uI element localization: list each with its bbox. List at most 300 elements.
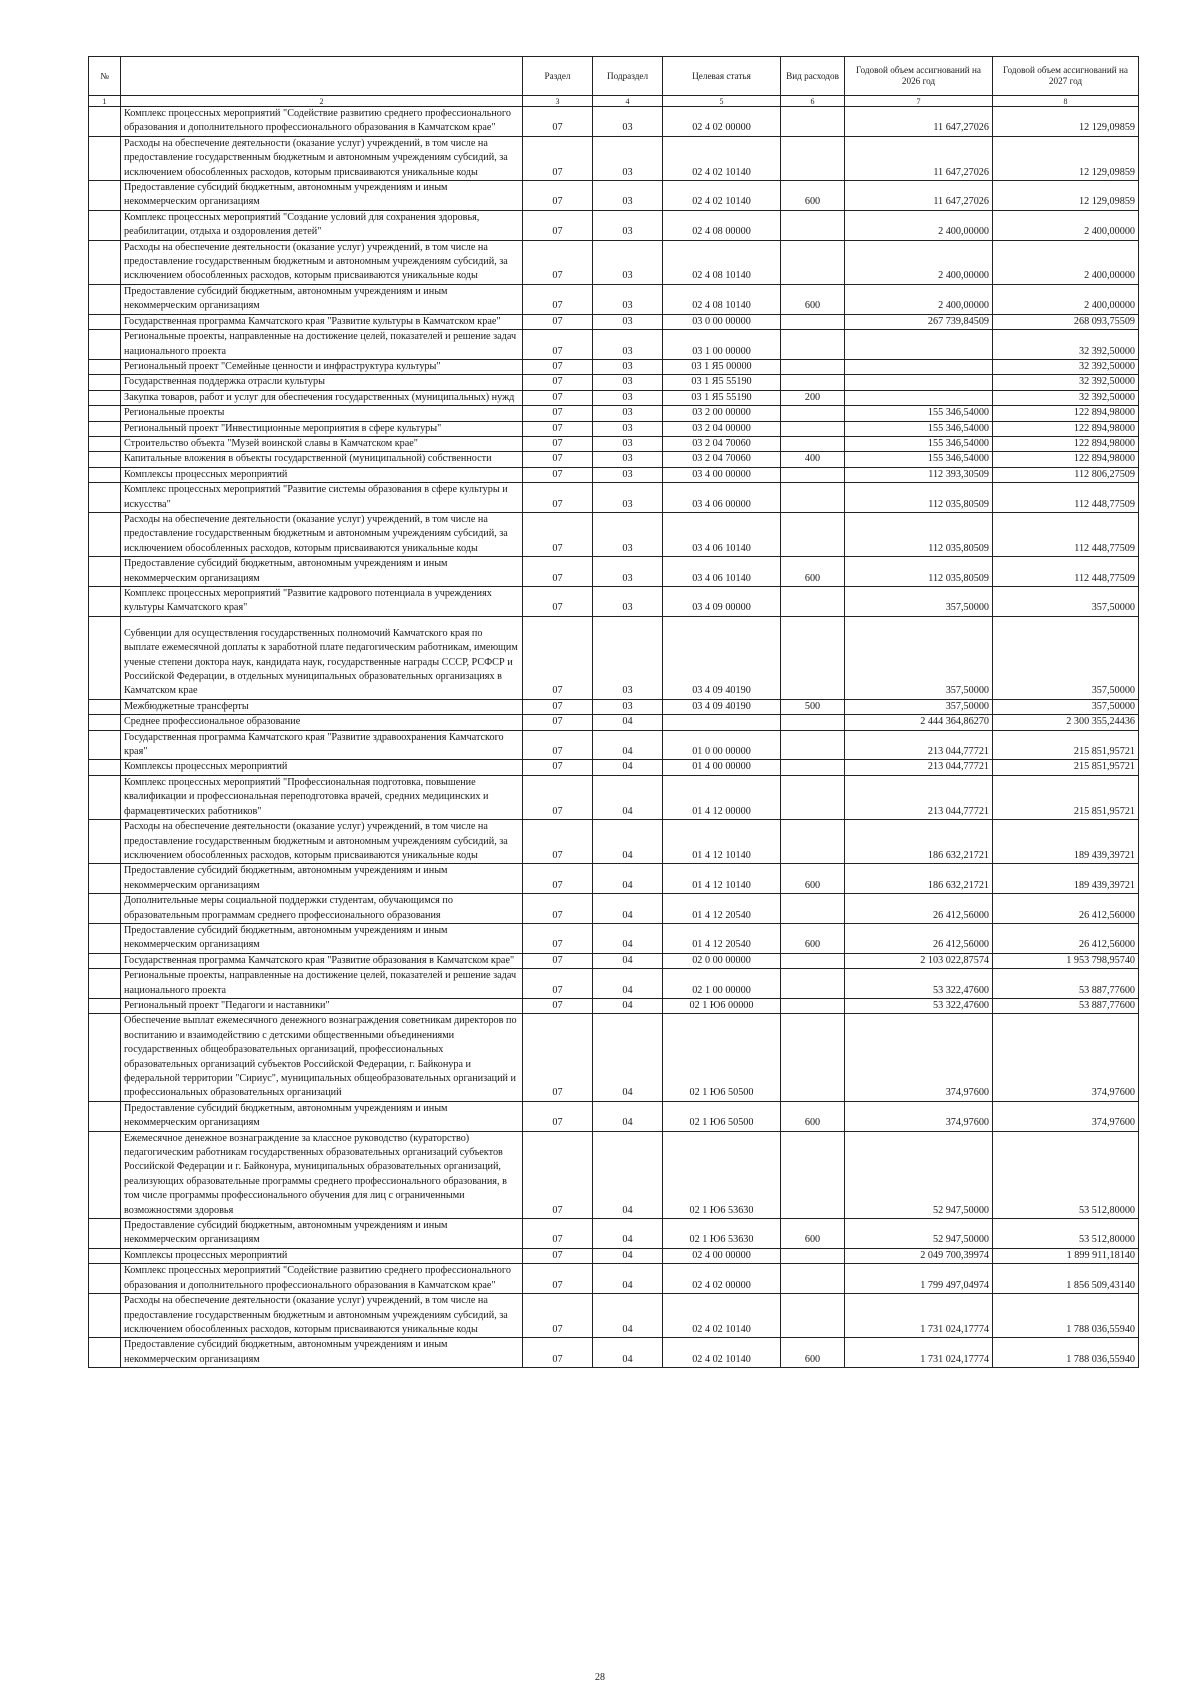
item-name: Региональные проекты (121, 406, 523, 421)
target-article-cell: 02 4 08 10140 (663, 240, 781, 284)
expense-type-cell: 600 (781, 864, 845, 894)
volume-2026-cell: 11 647,27026 (845, 107, 993, 137)
volume-2027-cell: 12 129,09859 (993, 136, 1139, 180)
target-article-cell: 02 1 Ю6 53630 (663, 1131, 781, 1218)
podrazdel-cell: 03 (593, 181, 663, 211)
volume-2026-cell: 2 400,00000 (845, 240, 993, 284)
volume-2026-cell: 2 049 700,39974 (845, 1248, 993, 1263)
target-article-cell: 01 4 00 00000 (663, 760, 781, 775)
volume-2027-cell: 122 894,98000 (993, 406, 1139, 421)
razdel-cell: 07 (523, 483, 593, 513)
volume-2026-cell: 112 035,80509 (845, 512, 993, 556)
item-name: Комплексы процессных мероприятий (121, 760, 523, 775)
volume-2026-cell: 213 044,77721 (845, 730, 993, 760)
table-row (89, 512, 1139, 556)
item-name: Предоставление субсидий бюджетным, автономным учреждениям и иным некоммерческим организациям (121, 284, 523, 314)
volume-2027-cell: 122 894,98000 (993, 421, 1139, 436)
podrazdel-cell: 03 (593, 483, 663, 513)
expense-type-cell (781, 953, 845, 968)
header-target-article: Целевая статья (663, 57, 781, 96)
expense-type-cell (781, 894, 845, 924)
volume-2026-cell: 2 103 022,87574 (845, 953, 993, 968)
target-article-cell: 02 4 02 10140 (663, 1294, 781, 1338)
volume-2026-cell: 186 632,21721 (845, 820, 993, 864)
razdel-cell: 07 (523, 406, 593, 421)
table-row (89, 1101, 1139, 1131)
table-row (89, 436, 1139, 451)
no-cell (89, 969, 121, 999)
target-article-cell: 03 1 Я5 55190 (663, 375, 781, 390)
table-row (89, 136, 1139, 180)
column-number: 1 (89, 96, 121, 107)
expense-type-cell (781, 1294, 845, 1338)
target-article-cell: 01 4 12 20540 (663, 923, 781, 953)
table-row (89, 699, 1139, 714)
podrazdel-cell: 04 (593, 1131, 663, 1218)
expense-type-cell: 500 (781, 699, 845, 714)
table-row (89, 1264, 1139, 1294)
no-cell (89, 923, 121, 953)
volume-2027-cell: 32 392,50000 (993, 359, 1139, 374)
razdel-cell: 07 (523, 330, 593, 360)
podrazdel-cell: 03 (593, 699, 663, 714)
volume-2026-cell (845, 375, 993, 390)
podrazdel-cell: 03 (593, 512, 663, 556)
expense-type-cell (781, 483, 845, 513)
volume-2027-cell: 189 439,39721 (993, 864, 1139, 894)
table-row (89, 1338, 1139, 1368)
expense-type-cell: 400 (781, 452, 845, 467)
volume-2027-cell: 2 400,00000 (993, 240, 1139, 284)
no-cell (89, 1338, 121, 1368)
item-name: Закупка товаров, работ и услуг для обеспечения государственных (муниципальных) нужд (121, 390, 523, 405)
item-name: Строительство объекта "Музей воинской славы в Камчатском крае" (121, 436, 523, 451)
expense-type-cell: 600 (781, 284, 845, 314)
volume-2027-cell: 215 851,95721 (993, 760, 1139, 775)
header-razdel: Раздел (523, 57, 593, 96)
target-article-cell: 02 4 02 00000 (663, 1264, 781, 1294)
target-article-cell: 02 0 00 00000 (663, 953, 781, 968)
expense-type-cell (781, 730, 845, 760)
expense-type-cell (781, 467, 845, 482)
volume-2027-cell: 1 788 036,55940 (993, 1338, 1139, 1368)
expense-type-cell: 600 (781, 557, 845, 587)
table-row (89, 390, 1139, 405)
target-article-cell: 02 4 02 10140 (663, 136, 781, 180)
expense-type-cell (781, 421, 845, 436)
volume-2026-cell: 112 035,80509 (845, 483, 993, 513)
volume-2026-cell: 11 647,27026 (845, 136, 993, 180)
no-cell (89, 375, 121, 390)
volume-2026-cell: 112 035,80509 (845, 557, 993, 587)
target-article-cell: 02 1 Ю6 50500 (663, 1014, 781, 1101)
volume-2027-cell: 374,97600 (993, 1014, 1139, 1101)
expense-type-cell (781, 1131, 845, 1218)
podrazdel-cell: 04 (593, 998, 663, 1013)
expense-type-cell (781, 775, 845, 819)
budget-table-sheet (88, 56, 1138, 1368)
volume-2026-cell: 1 799 497,04974 (845, 1264, 993, 1294)
volume-2027-cell: 26 412,56000 (993, 894, 1139, 924)
expense-type-cell (781, 969, 845, 999)
expense-type-cell (781, 587, 845, 617)
volume-2027-cell: 357,50000 (993, 616, 1139, 699)
target-article-cell: 03 4 06 00000 (663, 483, 781, 513)
table-body (89, 107, 1139, 1368)
no-cell (89, 1248, 121, 1263)
expense-type-cell (781, 406, 845, 421)
target-article-cell: 03 4 06 10140 (663, 512, 781, 556)
table-row (89, 616, 1139, 699)
table-row (89, 375, 1139, 390)
target-article-cell: 03 2 00 00000 (663, 406, 781, 421)
item-name: Субвенции для осуществления государственных полномочий Камчатского края по выплате ежемесячной доплаты к заработной плате педагогическим работникам, имеющим ученые степени доктора наук, кандидата наук, государственные награды СССР, РСФСР и Российской Федерации, в отдельных муниципальных образовательных организациях в Камчатском крае (121, 616, 523, 699)
podrazdel-cell: 04 (593, 923, 663, 953)
razdel-cell: 07 (523, 1219, 593, 1249)
podrazdel-cell: 03 (593, 314, 663, 329)
target-article-cell: 03 1 Я5 00000 (663, 359, 781, 374)
expense-type-cell (781, 240, 845, 284)
volume-2026-cell (845, 330, 993, 360)
volume-2026-cell: 53 322,47600 (845, 998, 993, 1013)
expense-type-cell (781, 136, 845, 180)
table-row (89, 923, 1139, 953)
razdel-cell: 07 (523, 512, 593, 556)
razdel-cell: 07 (523, 820, 593, 864)
table-row (89, 894, 1139, 924)
item-name: Комплекс процессных мероприятий "Создание условий для сохранения здоровья, реабилитации, отдыха и оздоровления детей" (121, 210, 523, 240)
volume-2027-cell: 12 129,09859 (993, 107, 1139, 137)
item-name: Предоставление субсидий бюджетным, автономным учреждениям и иным некоммерческим организациям (121, 1219, 523, 1249)
podrazdel-cell: 04 (593, 953, 663, 968)
volume-2027-cell: 2 400,00000 (993, 284, 1139, 314)
no-cell (89, 1131, 121, 1218)
volume-2026-cell: 267 739,84509 (845, 314, 993, 329)
no-cell (89, 136, 121, 180)
table-row (89, 107, 1139, 137)
volume-2026-cell: 53 322,47600 (845, 969, 993, 999)
podrazdel-cell: 03 (593, 136, 663, 180)
table-row (89, 998, 1139, 1013)
expense-type-cell (781, 1248, 845, 1263)
column-number: 7 (845, 96, 993, 107)
target-article-cell: 03 1 00 00000 (663, 330, 781, 360)
razdel-cell: 07 (523, 894, 593, 924)
table-row (89, 1248, 1139, 1263)
no-cell (89, 512, 121, 556)
table-row (89, 467, 1139, 482)
target-article-cell: 03 4 09 40190 (663, 616, 781, 699)
razdel-cell: 07 (523, 1294, 593, 1338)
podrazdel-cell: 03 (593, 107, 663, 137)
no-cell (89, 864, 121, 894)
table-row (89, 314, 1139, 329)
table-row (89, 864, 1139, 894)
expense-type-cell (781, 107, 845, 137)
no-cell (89, 953, 121, 968)
target-article-cell: 03 1 Я5 55190 (663, 390, 781, 405)
volume-2027-cell: 357,50000 (993, 699, 1139, 714)
volume-2027-cell: 32 392,50000 (993, 375, 1139, 390)
podrazdel-cell: 04 (593, 894, 663, 924)
volume-2026-cell: 213 044,77721 (845, 760, 993, 775)
razdel-cell: 07 (523, 699, 593, 714)
volume-2026-cell: 26 412,56000 (845, 894, 993, 924)
volume-2027-cell: 32 392,50000 (993, 390, 1139, 405)
target-article-cell: 02 1 Ю6 50500 (663, 1101, 781, 1131)
volume-2026-cell: 357,50000 (845, 587, 993, 617)
table-row (89, 760, 1139, 775)
target-article-cell: 02 4 08 00000 (663, 210, 781, 240)
target-article-cell: 02 4 02 10140 (663, 181, 781, 211)
target-article-cell: 01 0 00 00000 (663, 730, 781, 760)
podrazdel-cell: 03 (593, 557, 663, 587)
target-article-cell: 03 2 04 70060 (663, 452, 781, 467)
column-number: 4 (593, 96, 663, 107)
razdel-cell: 07 (523, 467, 593, 482)
item-name: Государственная программа Камчатского края "Развитие культуры в Камчатском крае" (121, 314, 523, 329)
expense-type-cell (781, 820, 845, 864)
item-name: Предоставление субсидий бюджетным, автономным учреждениям и иным некоммерческим организациям (121, 864, 523, 894)
volume-2026-cell: 1 731 024,17774 (845, 1338, 993, 1368)
target-article-cell: 02 4 02 10140 (663, 1338, 781, 1368)
volume-2026-cell: 213 044,77721 (845, 775, 993, 819)
table-row (89, 730, 1139, 760)
item-name: Предоставление субсидий бюджетным, автономным учреждениям и иным некоммерческим организациям (121, 1338, 523, 1368)
expense-type-cell: 200 (781, 390, 845, 405)
no-cell (89, 715, 121, 730)
no-cell (89, 1014, 121, 1101)
razdel-cell: 07 (523, 1338, 593, 1368)
volume-2026-cell: 357,50000 (845, 699, 993, 714)
expense-type-cell: 600 (781, 1101, 845, 1131)
item-name: Региональный проект "Педагоги и наставники" (121, 998, 523, 1013)
expense-type-cell (781, 330, 845, 360)
column-number: 6 (781, 96, 845, 107)
item-name: Капитальные вложения в объекты государственной (муниципальной) собственности (121, 452, 523, 467)
no-cell (89, 467, 121, 482)
razdel-cell: 07 (523, 775, 593, 819)
no-cell (89, 330, 121, 360)
razdel-cell: 07 (523, 314, 593, 329)
target-article-cell: 01 4 12 00000 (663, 775, 781, 819)
razdel-cell: 07 (523, 587, 593, 617)
podrazdel-cell: 04 (593, 715, 663, 730)
volume-2027-cell: 53 512,80000 (993, 1219, 1139, 1249)
podrazdel-cell: 04 (593, 1264, 663, 1294)
razdel-cell: 07 (523, 760, 593, 775)
podrazdel-cell: 04 (593, 820, 663, 864)
razdel-cell: 07 (523, 181, 593, 211)
target-article-cell: 03 4 09 00000 (663, 587, 781, 617)
podrazdel-cell: 04 (593, 760, 663, 775)
item-name: Расходы на обеспечение деятельности (оказание услуг) учреждений, в том числе на предоставление государственным бюджетным и автономным учреждениям субсидий, за исключением обособленных расходов, которым присваиваются уникальные коды (121, 240, 523, 284)
expense-type-cell (781, 715, 845, 730)
volume-2027-cell: 2 400,00000 (993, 210, 1139, 240)
target-article-cell: 01 4 12 10140 (663, 864, 781, 894)
razdel-cell: 07 (523, 1264, 593, 1294)
item-name: Государственная программа Камчатского края "Развитие образования в Камчатском крае" (121, 953, 523, 968)
table-row (89, 359, 1139, 374)
no-cell (89, 210, 121, 240)
table-row (89, 820, 1139, 864)
target-article-cell (663, 715, 781, 730)
podrazdel-cell: 03 (593, 406, 663, 421)
no-cell (89, 181, 121, 211)
volume-2027-cell: 215 851,95721 (993, 775, 1139, 819)
table-row (89, 1219, 1139, 1249)
volume-2026-cell: 186 632,21721 (845, 864, 993, 894)
volume-2026-cell (845, 390, 993, 405)
no-cell (89, 1294, 121, 1338)
no-cell (89, 390, 121, 405)
no-cell (89, 616, 121, 699)
expense-type-cell (781, 375, 845, 390)
volume-2027-cell: 32 392,50000 (993, 330, 1139, 360)
item-name: Государственная программа Камчатского края "Развитие здравоохранения Камчатского края" (121, 730, 523, 760)
podrazdel-cell: 04 (593, 1219, 663, 1249)
item-name: Обеспечение выплат ежемесячного денежного вознаграждения советникам директоров по воспитанию и взаимодействию с детскими общественными объединениями государственных общеобразовательных организаций, профессиональных образовательных организаций субъектов Российской Федерации, г. Байконура и федеральной территории "Сириус", муниципальных общеобразовательных организаций и профессиональных образовательных организаций (121, 1014, 523, 1101)
item-name: Дополнительные меры социальной поддержки студентам, обучающимся по образовательным программам среднего профессионального образования (121, 894, 523, 924)
item-name: Региональный проект "Инвестиционные мероприятия в сфере культуры" (121, 421, 523, 436)
item-name: Комплекс процессных мероприятий "Профессиональная подготовка, повышение квалификации и профессиональная переподготовка врачей, средних медицинских и фармацевтических работников" (121, 775, 523, 819)
table-row (89, 421, 1139, 436)
podrazdel-cell: 03 (593, 467, 663, 482)
table-row (89, 969, 1139, 999)
razdel-cell: 07 (523, 107, 593, 137)
volume-2026-cell: 2 400,00000 (845, 284, 993, 314)
expense-type-cell (781, 210, 845, 240)
podrazdel-cell: 04 (593, 1101, 663, 1131)
table-row (89, 1014, 1139, 1101)
no-cell (89, 1219, 121, 1249)
column-number: 3 (523, 96, 593, 107)
razdel-cell: 07 (523, 1248, 593, 1263)
target-article-cell: 03 4 09 40190 (663, 699, 781, 714)
item-name: Предоставление субсидий бюджетным, автономным учреждениям и иным некоммерческим организациям (121, 923, 523, 953)
item-name: Региональные проекты, направленные на достижение целей, показателей и решение задач национального проекта (121, 330, 523, 360)
table-row (89, 406, 1139, 421)
item-name: Комплекс процессных мероприятий "Развитие системы образования в сфере культуры и искусства" (121, 483, 523, 513)
podrazdel-cell: 03 (593, 240, 663, 284)
table-row (89, 715, 1139, 730)
table-row (89, 284, 1139, 314)
razdel-cell: 07 (523, 452, 593, 467)
column-number-row (89, 96, 1139, 107)
volume-2026-cell (845, 359, 993, 374)
target-article-cell: 02 4 08 10140 (663, 284, 781, 314)
item-name: Ежемесячное денежное вознаграждение за классное руководство (кураторство) педагогическим работникам государственных образовательных организаций субъектов Российской Федерации и г. Байконура, муниципальных образовательных организаций, реализующих образовательные программы среднего профессионального образования, в том числе программы профессионального обучения для лиц с ограниченными возможностями здоровья (121, 1131, 523, 1218)
target-article-cell: 02 4 00 00000 (663, 1248, 781, 1263)
item-name: Комплекс процессных мероприятий "Содействие развитию среднего профессионального образования и дополнительного профессионального образования в Камчатском крае" (121, 107, 523, 137)
expense-type-cell (781, 512, 845, 556)
no-cell (89, 406, 121, 421)
podrazdel-cell: 03 (593, 330, 663, 360)
expense-type-cell (781, 359, 845, 374)
expense-type-cell: 600 (781, 1219, 845, 1249)
volume-2026-cell: 2 400,00000 (845, 210, 993, 240)
expense-type-cell: 600 (781, 923, 845, 953)
volume-2027-cell: 2 300 355,24436 (993, 715, 1139, 730)
volume-2027-cell: 53 887,77600 (993, 998, 1139, 1013)
item-name: Среднее профессиональное образование (121, 715, 523, 730)
table-row (89, 181, 1139, 211)
item-name: Региональный проект "Семейные ценности и инфраструктура культуры" (121, 359, 523, 374)
no-cell (89, 452, 121, 467)
no-cell (89, 894, 121, 924)
no-cell (89, 1101, 121, 1131)
target-article-cell: 02 4 02 00000 (663, 107, 781, 137)
volume-2026-cell: 155 346,54000 (845, 406, 993, 421)
column-number: 8 (993, 96, 1139, 107)
razdel-cell: 07 (523, 715, 593, 730)
podrazdel-cell: 03 (593, 359, 663, 374)
podrazdel-cell: 03 (593, 375, 663, 390)
podrazdel-cell: 04 (593, 730, 663, 760)
razdel-cell: 07 (523, 864, 593, 894)
volume-2026-cell: 11 647,27026 (845, 181, 993, 211)
volume-2027-cell: 112 448,77509 (993, 512, 1139, 556)
table-row (89, 1294, 1139, 1338)
no-cell (89, 587, 121, 617)
table-row (89, 953, 1139, 968)
razdel-cell: 07 (523, 390, 593, 405)
no-cell (89, 557, 121, 587)
column-number: 2 (121, 96, 523, 107)
razdel-cell: 07 (523, 136, 593, 180)
volume-2027-cell: 189 439,39721 (993, 820, 1139, 864)
header-no: № (89, 57, 121, 96)
volume-2026-cell: 374,97600 (845, 1014, 993, 1101)
volume-2026-cell: 26 412,56000 (845, 923, 993, 953)
item-name: Региональные проекты, направленные на достижение целей, показателей и решение задач национального проекта (121, 969, 523, 999)
volume-2027-cell: 1 856 509,43140 (993, 1264, 1139, 1294)
page-number: 28 (595, 1672, 605, 1683)
podrazdel-cell: 04 (593, 969, 663, 999)
razdel-cell: 07 (523, 375, 593, 390)
volume-2027-cell: 112 806,27509 (993, 467, 1139, 482)
expense-type-cell (781, 616, 845, 699)
header-volume-2026: Годовой объем ассигнований на 2026 год (845, 57, 993, 96)
no-cell (89, 240, 121, 284)
volume-2027-cell: 1 788 036,55940 (993, 1294, 1139, 1338)
table-row (89, 210, 1139, 240)
razdel-cell: 07 (523, 240, 593, 284)
volume-2026-cell: 52 947,50000 (845, 1219, 993, 1249)
target-article-cell: 01 4 12 20540 (663, 894, 781, 924)
podrazdel-cell: 04 (593, 864, 663, 894)
item-name: Расходы на обеспечение деятельности (оказание услуг) учреждений, в том числе на предоставление государственным бюджетным и автономным учреждениям субсидий, за исключением обособленных расходов, которым присваиваются уникальные коды (121, 820, 523, 864)
razdel-cell: 07 (523, 210, 593, 240)
item-name: Комплексы процессных мероприятий (121, 1248, 523, 1263)
volume-2027-cell: 112 448,77509 (993, 483, 1139, 513)
no-cell (89, 775, 121, 819)
table-row (89, 775, 1139, 819)
budget-table (88, 56, 1139, 1368)
no-cell (89, 730, 121, 760)
no-cell (89, 760, 121, 775)
razdel-cell: 07 (523, 953, 593, 968)
volume-2027-cell: 12 129,09859 (993, 181, 1139, 211)
target-article-cell: 03 4 00 00000 (663, 467, 781, 482)
volume-2026-cell: 112 393,30509 (845, 467, 993, 482)
volume-2027-cell: 122 894,98000 (993, 452, 1139, 467)
no-cell (89, 820, 121, 864)
item-name: Предоставление субсидий бюджетным, автономным учреждениям и иным некоммерческим организациям (121, 1101, 523, 1131)
razdel-cell: 07 (523, 1131, 593, 1218)
volume-2027-cell: 268 093,75509 (993, 314, 1139, 329)
target-article-cell: 02 1 Ю6 00000 (663, 998, 781, 1013)
